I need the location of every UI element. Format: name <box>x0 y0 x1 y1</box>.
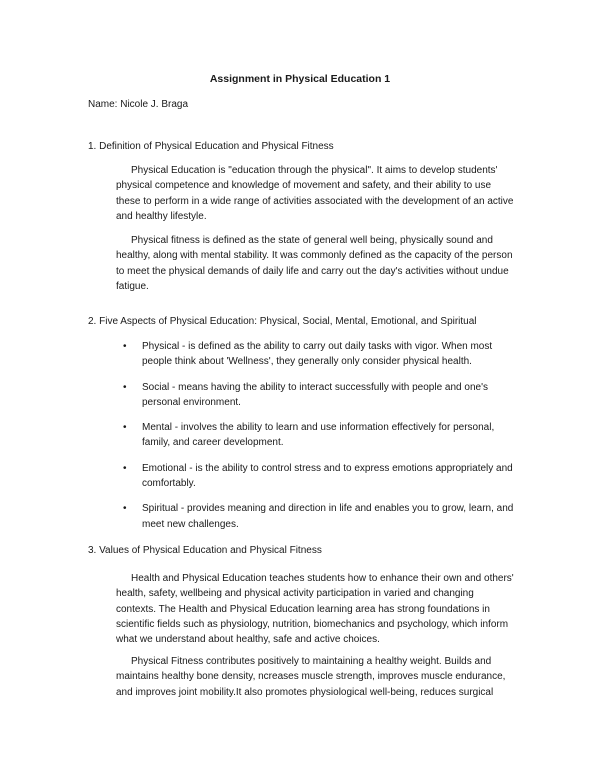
aspect-mental: Mental - involves the ability to learn and use information effectively for personal, family, and career development. <box>142 422 495 449</box>
aspect-spiritual: Spiritual - provides meaning and direction in life and enables you to grow, learn, and meet new challenges. <box>142 503 514 530</box>
bullet-icon: • <box>123 341 127 352</box>
bullet-icon: • <box>123 422 127 434</box>
list-item <box>118 380 518 411</box>
section-1-paragraph-1: Physical Education is "education through the physical". It aims to develop students' physical competence and knowledge of movement and safety, and their ability to use these to perform in a wide range of activities associated with the development of an active and healthy lifestyle. <box>116 165 514 222</box>
student-name: Name: Nicole J. Braga <box>88 99 189 110</box>
section-1-paragraph-2: Physical fitness is defined as the state of general well being, physically sound and healthy, along with mental stability. It was commonly defined as the capacity of the person to meet the physical demands of daily life and carry out the day's activities without undue fatigue. <box>116 235 513 292</box>
document-title: Assignment in Physical Education 1 <box>209 73 391 85</box>
list-item <box>118 461 518 492</box>
bullet-icon: • <box>123 381 127 393</box>
list-item <box>118 339 518 370</box>
section-2-heading: 2. Five Aspects of Physical Education: Physical, Social, Mental, Emotional, and Spiritual <box>88 316 477 327</box>
aspect-physical: Physical - is defined as the ability to carry out daily tasks with vigor. When most people think about 'Wellness', they generally only consider physical health. <box>142 341 493 368</box>
aspects-list <box>118 339 518 542</box>
aspect-social: Social - means having the ability to interact successfully with people and one's personal environment. <box>142 381 488 408</box>
section-3-paragraph-1: Health and Physical Education teaches students how to enhance their own and others' health, safety, wellbeing and physical activity participation in varied and changing contexts. The Health and Physical Education learning area has strong foundations in scientific fields such as physiology, nutrition, biomechanics and psychology, which inform what we understand about healthy, safe and active choices. <box>116 573 514 646</box>
section-3-paragraph-2: Physical Fitness contributes positively to maintaining a healthy weight. Builds and maintains healthy bone density, ncreases muscle strength, improves muscle endurance, and improves joint mobility.It also promotes physiological well-being, reduces surgical <box>116 656 506 698</box>
bullet-icon: • <box>123 503 127 515</box>
list-item <box>118 420 518 451</box>
bullet-icon: • <box>123 462 127 474</box>
section-1-heading: 1. Definition of Physical Education and Physical Fitness <box>88 141 334 152</box>
aspect-emotional: Emotional - is the ability to control stress and to express emotions appropriately and comfortably. <box>142 462 513 490</box>
list-item <box>118 501 518 532</box>
section-3-heading: 3. Values of Physical Education and Physical Fitness <box>88 545 322 556</box>
